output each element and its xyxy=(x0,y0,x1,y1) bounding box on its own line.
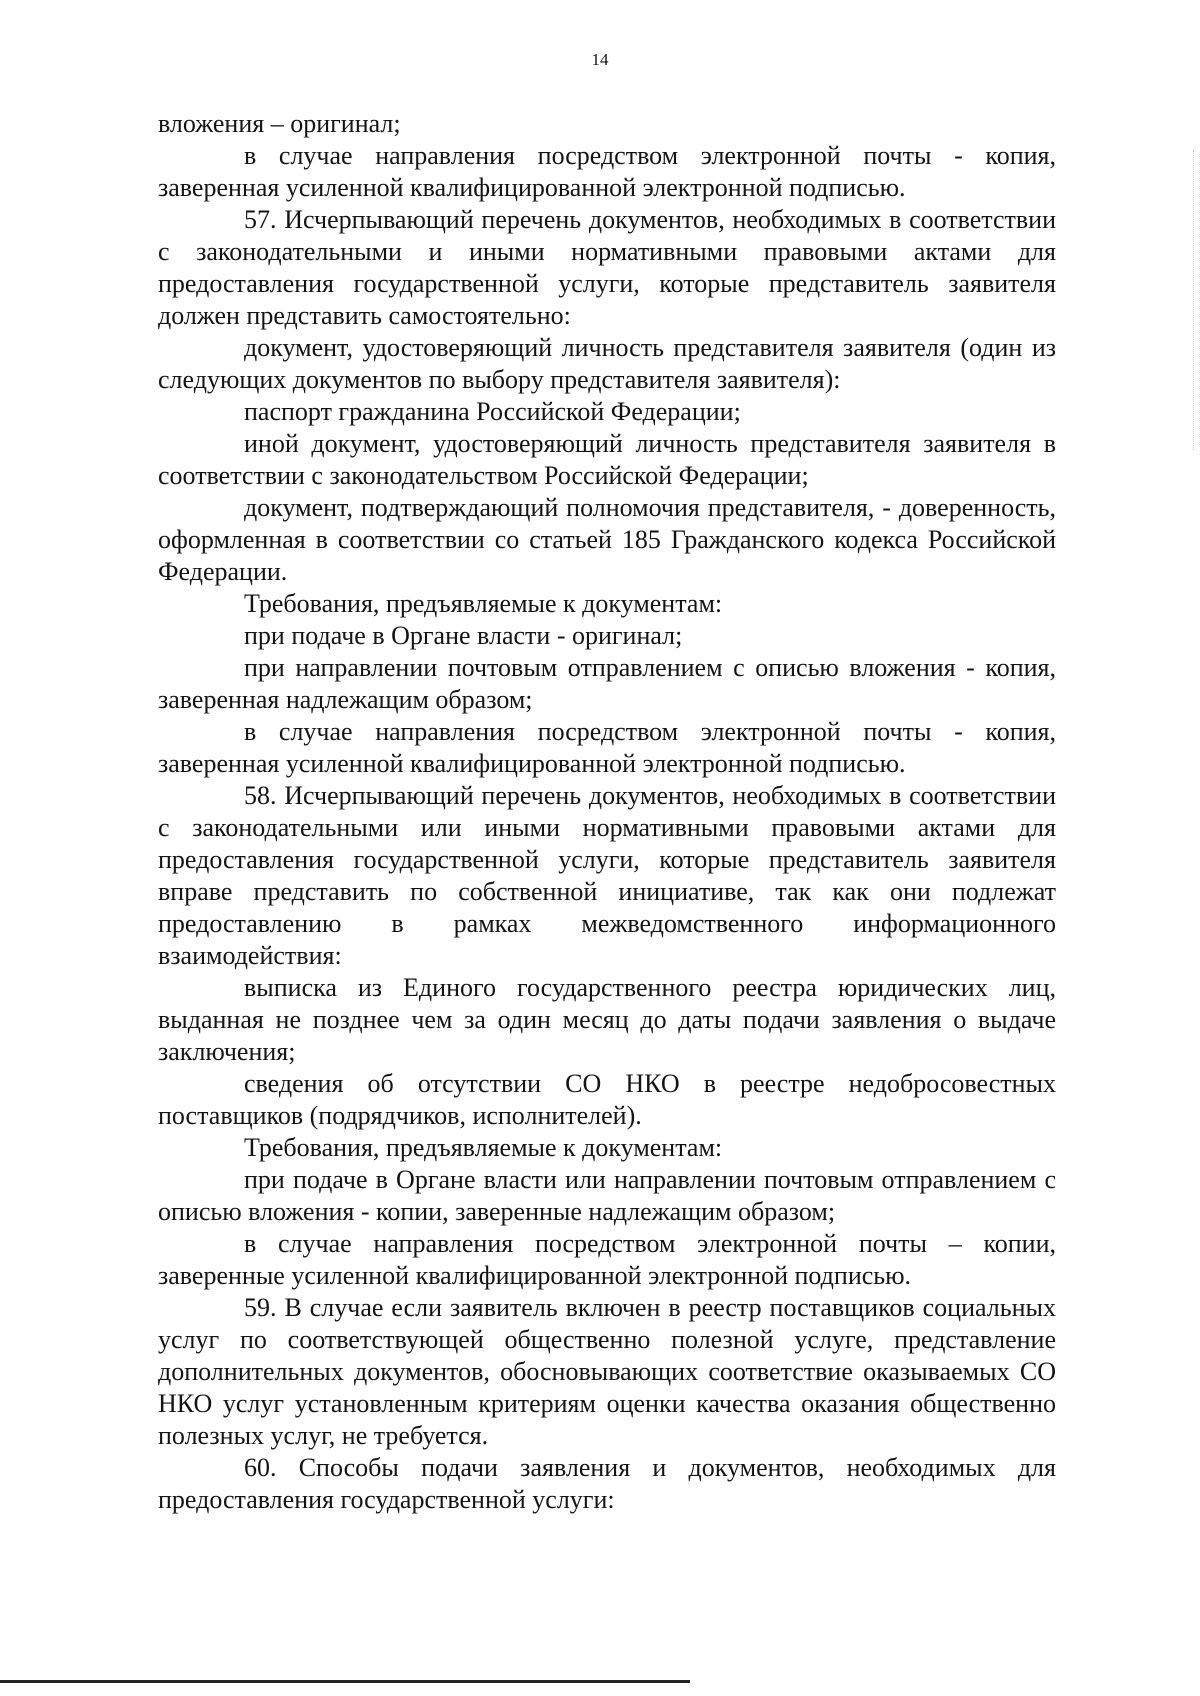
paragraph-in-person-postal-copies: при подаче в Органе власти или направлении почтовым отправлением с описью вложения - копии, заверенные надлежащим образом; xyxy=(158,1165,1056,1226)
paragraph-email-copies: в случае направления посредством электронной почты – копии, заверенные усиленной квалифицированной электронной подписью. xyxy=(158,1229,1056,1290)
paragraph-power-of-attorney: документ, подтверждающий полномочия представителя, - доверенность, оформленная в соответствии со статьей 185 Гражданского кодекса Российской Федерации. xyxy=(158,493,1056,586)
paragraph-postal-copy: при направлении почтовым отправлением с описью вложения - копия, заверенная надлежащим образом; xyxy=(158,653,1056,714)
paragraph-email-copy: в случае направления посредством электронной почты - копия, заверенная усиленной квалифицированной электронной подписью. xyxy=(158,141,1056,202)
paragraph-in-person-original: при подаче в Органе власти - оригинал; xyxy=(244,621,683,650)
paragraph-identity-document: документ, удостоверяющий личность представителя заявителя (один из следующих документов по выбору представителя заявителя): xyxy=(158,333,1056,394)
paragraph-email-copy-2: в случае направления посредством электронной почты - копия, заверенная усиленной квалифицированной электронной подписью. xyxy=(158,717,1056,778)
paragraph-passport: паспорт гражданина Российской Федерации; xyxy=(244,397,741,426)
paragraph-other-document: иной документ, удостоверяющий личность представителя заявителя в соответствии с законодательством Российской Федерации; xyxy=(158,429,1056,490)
paragraph-item-57: 57. Исчерпывающий перечень документов, необходимых в соответствии с законодательными и иными нормативными правовыми актами для предоставления государственной услуги, которые представитель заявителя должен представить самостоятельно: xyxy=(158,205,1056,330)
paragraph-unscrupulous-registry: сведения об отсутствии СО НКО в реестре недобросовестных поставщиков (подрядчиков, исполнителей). xyxy=(158,1069,1056,1130)
scan-edge-marks xyxy=(1191,150,1194,450)
paragraph-item-59: 59. В случае если заявитель включен в реестр поставщиков социальных услуг по соответствующей общественно полезной услуге, представление дополнительных документов, обосновывающих соответствие оказываемых СО НКО услуг установленным критериям оценки качества оказания общественно полезных услуг, не требуется. xyxy=(158,1293,1056,1450)
paragraph-item-58: 58. Исчерпывающий перечень документов, необходимых в соответствии с законодательными или иными нормативными правовыми актами для предоставления государственной услуги, которые представитель заявителя вправе представить по собственной инициативе, так как они подлежат предоставлению в рамках межведомственного информационного взаимодействия: xyxy=(158,781,1056,970)
paragraph-item-60: 60. Способы подачи заявления и документов, необходимых для предоставления государственной услуги: xyxy=(158,1453,1056,1514)
page-number: 14 xyxy=(591,50,609,69)
document-body xyxy=(158,108,1056,1516)
paragraph-requirements-heading-2: Требования, предъявляемые к документам: xyxy=(244,1133,723,1162)
bottom-scan-line xyxy=(0,1680,690,1683)
paragraph-continuation: вложения – оригинал; xyxy=(158,109,401,138)
paragraph-registry-extract: выписка из Единого государственного реестра юридических лиц, выданная не позднее чем за один месяц до даты подачи заявления о выдаче заключения; xyxy=(158,973,1056,1066)
paragraph-requirements-heading: Требования, предъявляемые к документам: xyxy=(244,589,723,618)
